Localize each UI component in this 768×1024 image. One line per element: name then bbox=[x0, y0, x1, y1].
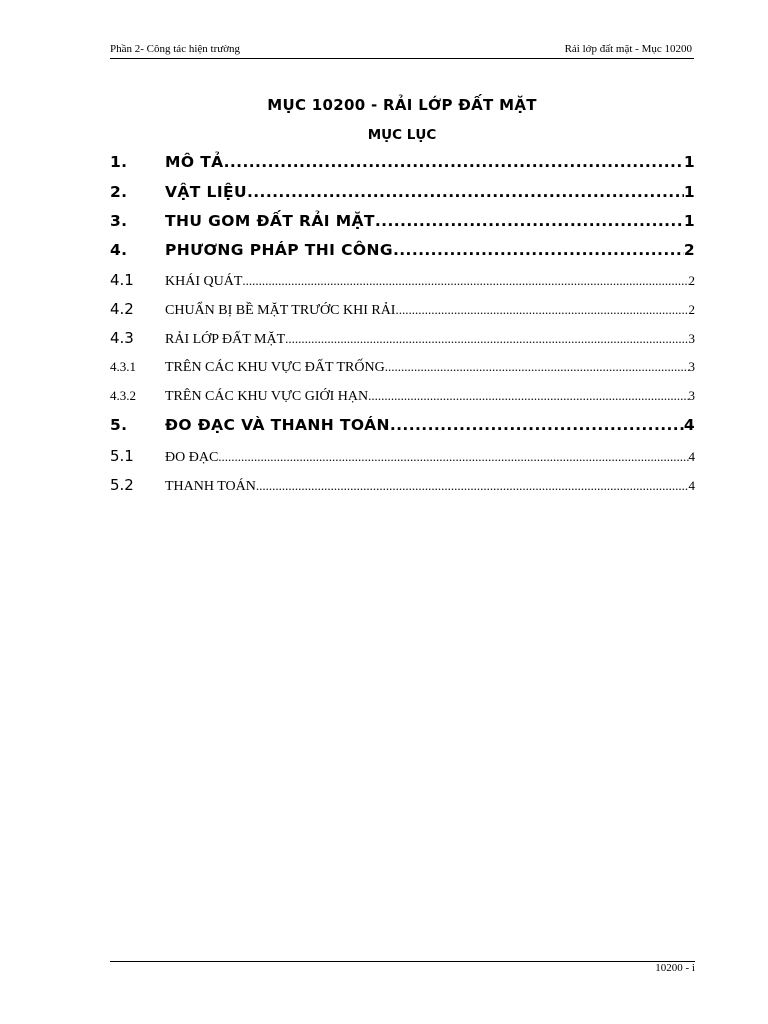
toc-entry[interactable] bbox=[110, 476, 695, 495]
toc-entry-number: 3. bbox=[110, 212, 128, 230]
toc-entry[interactable] bbox=[110, 329, 695, 348]
footer-divider bbox=[110, 961, 695, 962]
toc-entry-page: 4 bbox=[688, 478, 695, 493]
toc-entry[interactable] bbox=[110, 212, 695, 230]
toc-leader-dots bbox=[393, 241, 684, 259]
toc-entry-title: VẬT LIỆU bbox=[165, 183, 247, 201]
page-header bbox=[110, 41, 694, 59]
toc-entry-title: RẢI LỚP ĐẤT MẶT bbox=[165, 332, 286, 347]
toc-entry-page: 3 bbox=[688, 359, 695, 374]
toc-entry-number: 1. bbox=[110, 153, 128, 171]
toc-entry[interactable] bbox=[110, 183, 695, 201]
toc-entry[interactable] bbox=[110, 153, 695, 171]
toc-entry-title: THANH TOÁN bbox=[165, 479, 256, 494]
toc-entry[interactable] bbox=[110, 447, 695, 466]
toc-leader-dots bbox=[395, 302, 688, 318]
toc-leader-dots bbox=[247, 183, 684, 201]
footer-page-number: 10200 - i bbox=[655, 962, 695, 974]
toc-entry-page: 2 bbox=[683, 241, 695, 259]
toc-leader-dots bbox=[242, 273, 688, 289]
toc-leader-dots bbox=[218, 449, 688, 465]
toc-leader-dots bbox=[285, 331, 688, 347]
toc-entry[interactable] bbox=[110, 300, 695, 319]
toc-entry-number: 4.3 bbox=[110, 329, 134, 347]
toc-entry-number: 4.3.1 bbox=[110, 359, 136, 374]
toc-entry-number: 4.3.2 bbox=[110, 388, 136, 403]
toc-entry-title: ĐO ĐẠC VÀ THANH TOÁN bbox=[165, 416, 390, 434]
toc-entry-number: 4.1 bbox=[110, 271, 134, 289]
toc-entry-number: 2. bbox=[110, 183, 128, 201]
toc-entry-title: CHUẨN BỊ BỀ MẶT TRƯỚC KHI RẢI bbox=[165, 303, 396, 318]
toc-entry-title: MÔ TẢ bbox=[165, 153, 224, 171]
toc-leader-dots bbox=[390, 416, 684, 434]
toc-entry-number: 5.2 bbox=[110, 476, 134, 494]
toc-entry[interactable] bbox=[110, 416, 695, 434]
toc-entry-page: 1 bbox=[683, 183, 695, 201]
toc-leader-dots bbox=[224, 153, 684, 171]
document-title: MỤC 10200 - RẢI LỚP ĐẤT MẶT bbox=[267, 96, 537, 114]
toc-entry-page: 4 bbox=[688, 449, 695, 464]
toc-leader-dots bbox=[256, 478, 689, 494]
toc-entry[interactable] bbox=[110, 241, 695, 259]
toc-entry[interactable] bbox=[110, 359, 695, 376]
toc-entry-title: TRÊN CÁC KHU VỰC ĐẤT TRỐNG bbox=[165, 360, 385, 375]
toc-entry-page: 2 bbox=[688, 302, 695, 317]
toc-entry-title: THU GOM ĐẤT RẢI MẶT bbox=[165, 212, 375, 230]
toc-entry-number: 4. bbox=[110, 241, 128, 259]
toc-leader-dots bbox=[385, 359, 689, 375]
toc-entry-page: 1 bbox=[683, 153, 695, 171]
toc-entry-page: 1 bbox=[683, 212, 695, 230]
toc-entry-title: KHÁI QUÁT bbox=[165, 274, 243, 289]
toc-leader-dots bbox=[375, 212, 684, 230]
toc-entry-page: 3 bbox=[688, 388, 695, 403]
toc-entry-title: ĐO ĐẠC bbox=[165, 450, 219, 465]
toc-entry-title: TRÊN CÁC KHU VỰC GIỚI HẠN bbox=[165, 389, 369, 404]
toc-entry-number: 4.2 bbox=[110, 300, 134, 318]
header-left-text: Phần 2- Công tác hiện trường bbox=[110, 43, 241, 55]
toc-entry-number: 5. bbox=[110, 416, 128, 434]
toc-entry-page: 2 bbox=[688, 273, 695, 288]
toc-entry[interactable] bbox=[110, 271, 695, 290]
toc-entry-title: PHƯƠNG PHÁP THI CÔNG bbox=[165, 241, 393, 259]
toc-heading: MỤC LỤC bbox=[367, 127, 437, 143]
toc-entry-page: 4 bbox=[683, 416, 695, 434]
toc-entry-number: 5.1 bbox=[110, 447, 134, 465]
toc-entry-page: 3 bbox=[688, 331, 695, 346]
toc-entry[interactable] bbox=[110, 388, 695, 405]
toc-leader-dots bbox=[368, 388, 688, 404]
header-right-text: Rải lớp đất mặt - Mục 10200 bbox=[564, 43, 692, 55]
